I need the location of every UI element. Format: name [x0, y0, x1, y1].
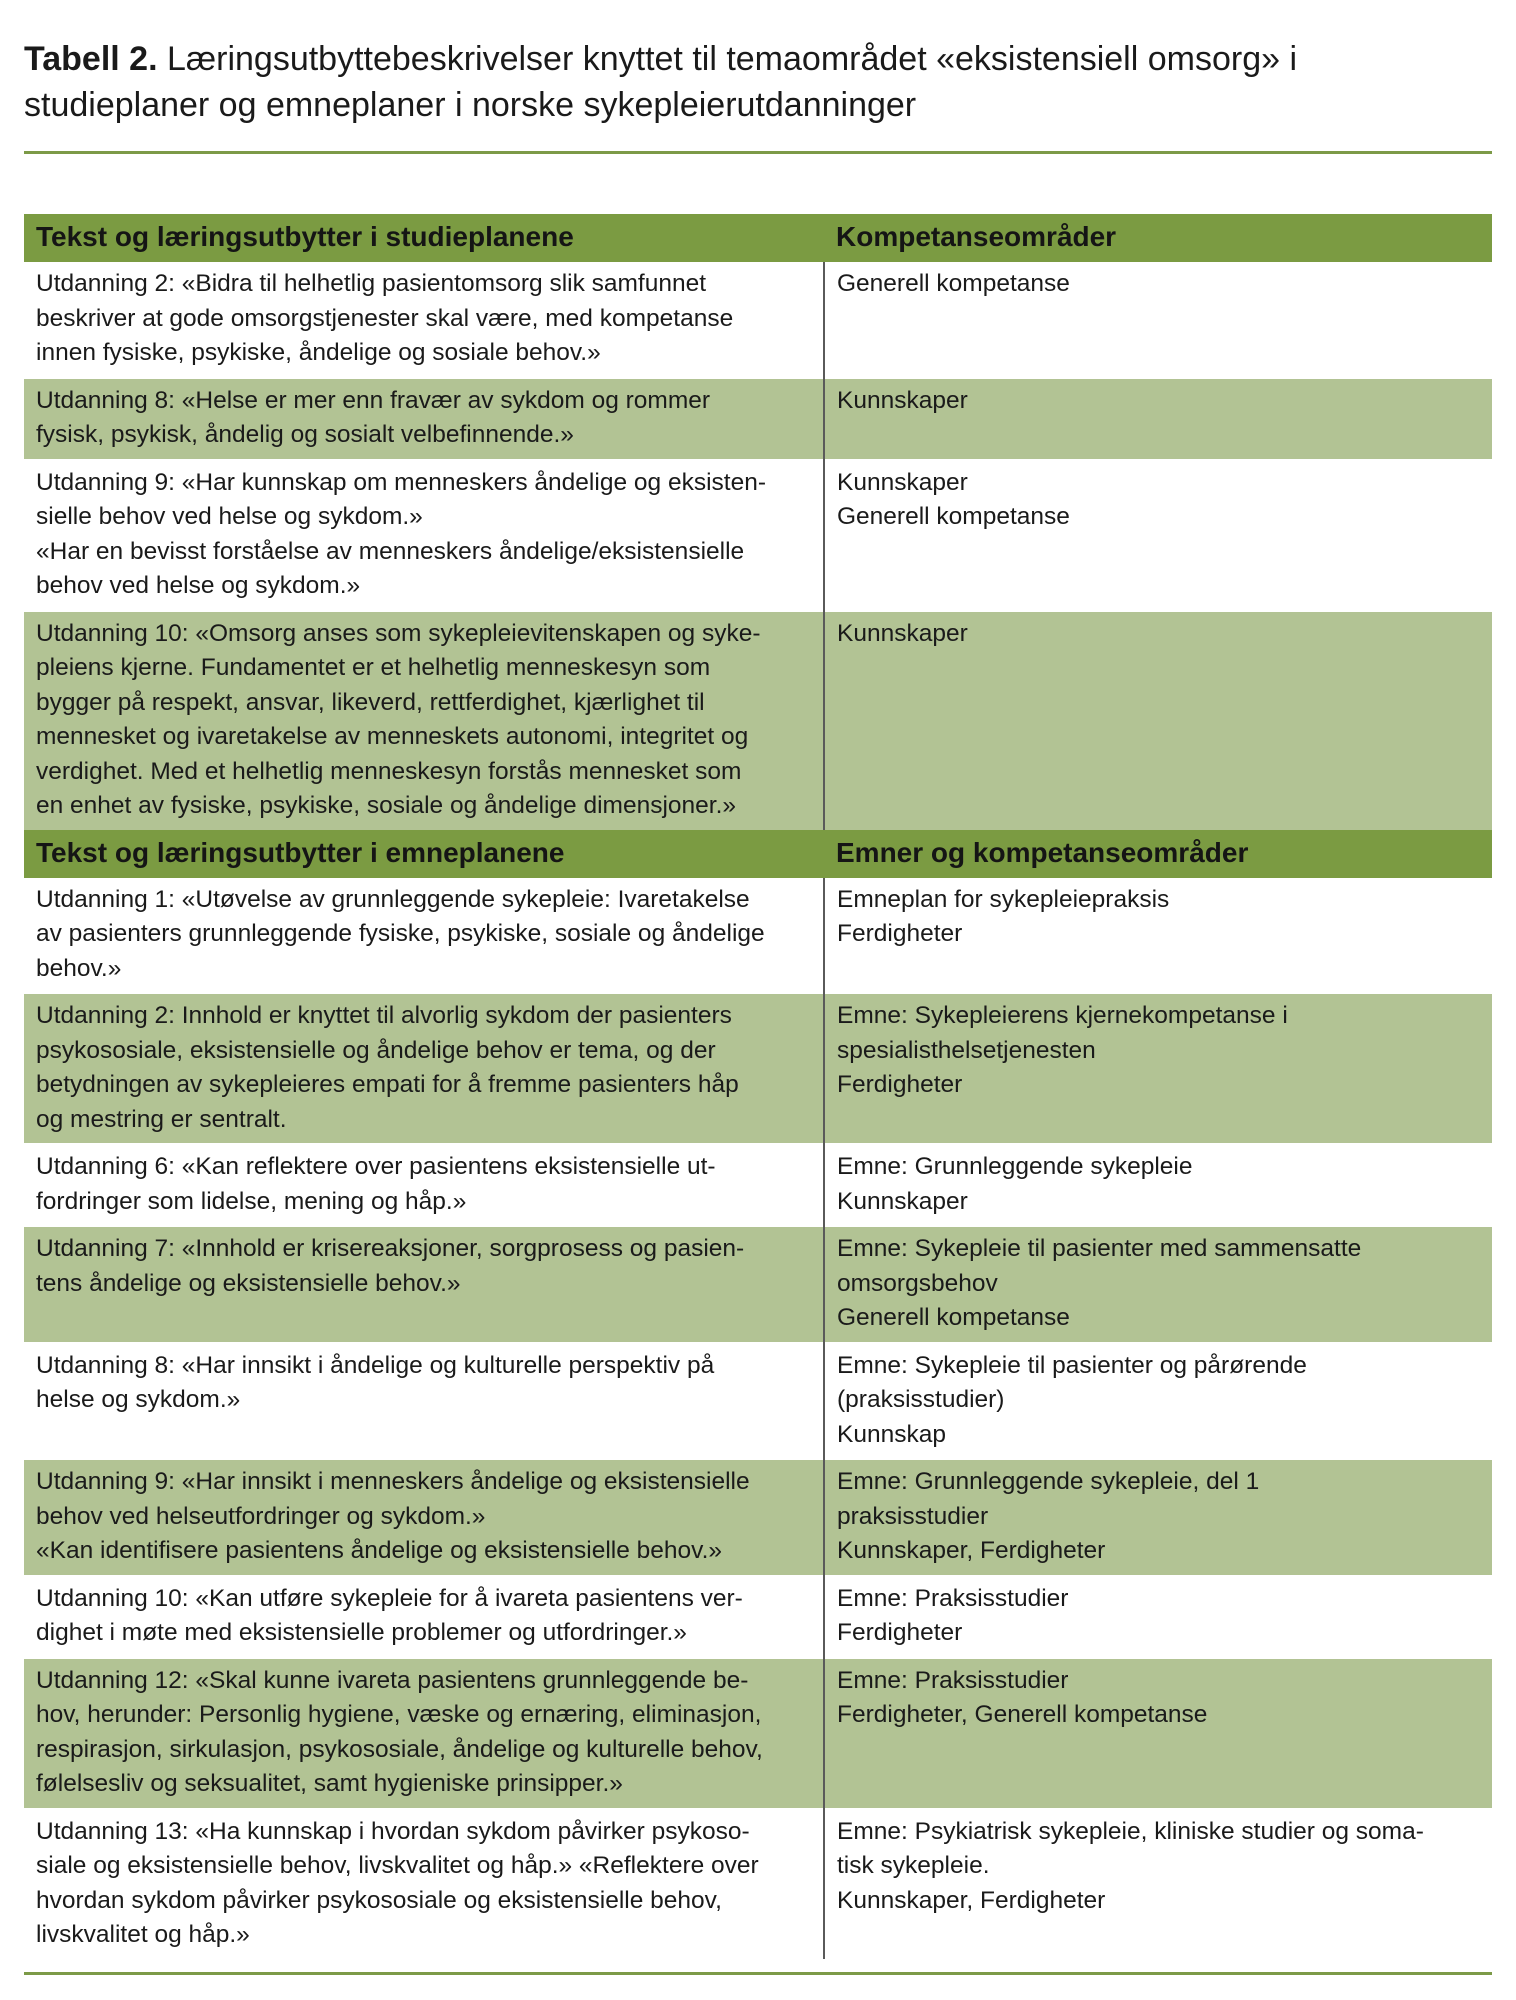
outcome-text-cell	[24, 460, 824, 611]
table-caption	[24, 36, 1484, 128]
outcome-text-line: bygger på respekt, ansvar, likeverd, rettferdighet, kjærlighet til	[36, 688, 705, 716]
outcome-text-cell	[24, 1809, 824, 1959]
outcome-text-line: Utdanning 2: Innhold er knyttet til alvorlig sykdom der pasienters	[36, 1002, 732, 1029]
top-rule	[24, 151, 1492, 154]
outcome-text-line: siale og eksistensielle behov, livskvalitet og håp.» «Reflektere over	[36, 1852, 759, 1879]
outcome-text-cell	[24, 1226, 824, 1343]
outcome-text-line: Utdanning 12: «Skal kunne ivareta pasientens grunnleggende be-	[36, 1666, 749, 1694]
outcome-text-line: Utdanning 7: «Innhold er krisereaksjoner, sorgprosess og pasien-	[36, 1235, 745, 1262]
outcome-text-cell	[24, 378, 824, 460]
outcome-text-line: Utdanning 10: «Omsorg anses som sykepleievitenskapen og syke-	[36, 619, 761, 647]
outcome-text-cell	[24, 878, 824, 994]
competence-area-line: Kunnskap	[837, 1420, 946, 1448]
caption-text: Læringsutbyttebeskrivelser knyttet til temaområdet «eksistensiell omsorg» i studieplaner og emneplaner i norske sykepleierutdanninger	[24, 40, 1298, 124]
outcome-text-line: livskvalitet og håp.»	[36, 1921, 250, 1948]
competence-area-line: Generell kompetanse	[837, 1304, 1070, 1331]
outcome-text-line: en enhet av fysiske, psykiske, sosiale og åndelige dimensjoner.»	[36, 792, 737, 819]
table-row	[24, 1658, 1492, 1809]
competence-area-line: spesialisthelsetjenesten	[837, 1036, 1096, 1064]
table-row	[24, 378, 1492, 460]
section-header-row	[24, 830, 1492, 878]
outcome-text-line: pleiens kjerne. Fundamentet er et helhetlig menneskesyn som	[36, 654, 711, 681]
competence-area-line: Emne: Grunnleggende sykepleie	[837, 1153, 1193, 1180]
column-header-text: Tekst og læringsutbytter i studieplanene	[24, 214, 824, 262]
outcome-text-cell	[24, 262, 824, 378]
outcome-text-line: av pasienters grunnleggende fysiske, psykiske, sosiale og åndelige	[36, 920, 765, 947]
table-row	[24, 993, 1492, 1144]
competence-area-line: tisk sykepleie.	[837, 1852, 990, 1879]
competence-area-line: Generell kompetanse	[837, 503, 1070, 530]
outcome-text-line: innen fysiske, psykiske, åndelige og sosiale behov.»	[36, 339, 601, 366]
competence-area-cell	[824, 878, 1492, 994]
competence-area-line: Ferdigheter, Generell kompetanse	[837, 1701, 1208, 1728]
outcome-text-line: dighet i møte med eksistensielle problemer og utfordringer.»	[36, 1619, 687, 1646]
outcome-text-line: beskriver at gode omsorgstjenester skal være, med kompetanse	[36, 304, 734, 332]
outcome-text-line: behov.»	[36, 954, 122, 982]
outcome-text-line: helse og sykdom.»	[36, 1386, 241, 1413]
competence-area-cell	[824, 1658, 1492, 1809]
outcome-text-line: «Kan identifisere pasientens åndelige og eksistensielle behov.»	[36, 1537, 723, 1564]
outcome-text-line: fysisk, psykisk, åndelig og sosialt velbefinnende.»	[36, 421, 574, 448]
table-row	[24, 878, 1492, 994]
outcome-text-cell	[24, 1144, 824, 1226]
competence-area-line: Kunnskaper, Ferdigheter	[837, 1886, 1106, 1914]
competence-area-cell	[824, 1459, 1492, 1576]
competence-area-cell	[824, 460, 1492, 611]
outcome-text-line: psykososiale, eksistensielle og åndelige behov er tema, og der	[36, 1036, 716, 1064]
outcome-text-cell	[24, 1459, 824, 1576]
competence-area-line: Kunnskaper, Ferdigheter	[837, 1537, 1106, 1564]
outcome-text-cell	[24, 611, 824, 830]
outcome-text-line: sielle behov ved helse og sykdom.»	[36, 503, 423, 530]
competence-area-line: Emne: Praksisstudier	[837, 1584, 1069, 1612]
competence-area-line: Ferdigheter	[837, 1071, 963, 1098]
outcome-text-line: Utdanning 10: «Kan utføre sykepleie for å ivareta pasientens ver-	[36, 1584, 743, 1612]
outcome-text-line: Utdanning 8: «Har innsikt i åndelige og kulturelle perspektiv på	[36, 1351, 715, 1379]
table-row	[24, 1144, 1492, 1226]
learning-outcomes-table	[24, 214, 1492, 1959]
column-header-area: Emner og kompetanseområder	[824, 830, 1492, 878]
column-header-text: Tekst og læringsutbytter i emneplanene	[24, 830, 824, 878]
competence-area-cell	[824, 378, 1492, 460]
table-row	[24, 1809, 1492, 1959]
outcome-text-line: hvordan sykdom påvirker psykososiale og eksistensielle behov,	[36, 1886, 722, 1914]
table-row	[24, 1576, 1492, 1658]
outcome-text-line: Utdanning 13: «Ha kunnskap i hvordan sykdom påvirker psykoso-	[36, 1817, 750, 1845]
outcome-text-line: og mestring er sentralt.	[36, 1105, 287, 1133]
competence-area-line: Kunnskaper	[837, 1187, 968, 1215]
outcome-text-line: Utdanning 8: «Helse er mer enn fravær av sykdom og rommer	[36, 386, 711, 414]
competence-area-cell	[824, 1144, 1492, 1226]
competence-area-line: Ferdigheter	[837, 1619, 963, 1646]
competence-area-line: omsorgsbehov	[837, 1269, 998, 1297]
competence-area-line: praksisstudier	[837, 1502, 989, 1530]
competence-area-line: Emne: Psykiatrisk sykepleie, kliniske studier og soma-	[837, 1817, 1424, 1845]
competence-area-cell	[824, 1809, 1492, 1959]
table-row	[24, 1226, 1492, 1343]
competence-area-line: Emne: Sykepleie til pasienter og pårørende	[837, 1351, 1307, 1379]
outcome-text-line: behov ved helseutfordringer og sykdom.»	[36, 1502, 486, 1530]
competence-area-cell	[824, 993, 1492, 1144]
outcome-text-line: Utdanning 9: «Har innsikt i menneskers åndelige og eksistensielle	[36, 1468, 750, 1495]
outcome-text-line: Utdanning 1: «Utøvelse av grunnleggende sykepleie: Ivaretakelse	[36, 885, 750, 913]
column-header-area: Kompetanseområder	[824, 214, 1492, 262]
outcome-text-line: følelsesliv og seksualitet, samt hygieniske prinsipper.»	[36, 1770, 623, 1797]
caption-label: Tabell 2.	[24, 40, 158, 78]
competence-area-line: Emne: Grunnleggende sykepleie, del 1	[837, 1468, 1260, 1495]
competence-area-line: Kunnskaper	[837, 619, 968, 647]
competence-area-line: Ferdigheter	[837, 920, 963, 947]
outcome-text-line: hov, herunder: Personlig hygiene, væske og ernæring, eliminasjon,	[36, 1701, 762, 1728]
competence-area-line: Emne: Sykepleierens kjernekompetanse i	[837, 1002, 1288, 1029]
competence-area-line: Kunnskaper	[837, 468, 968, 496]
competence-area-line: Emneplan for sykepleiepraksis	[837, 885, 1170, 913]
competence-area-cell	[824, 262, 1492, 378]
outcome-text-line: mennesket og ivaretakelse av menneskets autonomi, integritet og	[36, 723, 749, 750]
table-row	[24, 1343, 1492, 1460]
outcome-text-line: betydningen av sykepleieres empati for å fremme pasienters håp	[36, 1071, 739, 1098]
table-row	[24, 262, 1492, 378]
outcome-text-line: fordringer som lidelse, mening og håp.»	[36, 1187, 467, 1215]
outcome-text-line: Utdanning 2: «Bidra til helhetlig pasientomsorg slik samfunnet	[36, 270, 707, 297]
outcome-text-line: behov ved helse og sykdom.»	[36, 572, 361, 599]
outcome-text-line: Utdanning 6: «Kan reflektere over pasientens eksistensielle ut-	[36, 1153, 716, 1180]
outcome-text-cell	[24, 1343, 824, 1460]
table-row	[24, 611, 1492, 830]
section-header-row	[24, 214, 1492, 262]
competence-area-line: Kunnskaper	[837, 386, 968, 414]
outcome-text-line: tens åndelige og eksistensielle behov.»	[36, 1269, 461, 1297]
competence-area-line: Emne: Praksisstudier	[837, 1666, 1069, 1694]
competence-area-cell	[824, 611, 1492, 830]
outcome-text-line: Utdanning 9: «Har kunnskap om menneskers åndelige og eksisten-	[36, 468, 766, 496]
outcome-text-cell	[24, 1576, 824, 1658]
outcome-text-line: verdighet. Med et helhetlig menneskesyn forstås mennesket som	[36, 757, 742, 785]
competence-area-cell	[824, 1226, 1492, 1343]
table-row	[24, 1459, 1492, 1576]
table-row	[24, 460, 1492, 611]
bottom-rule	[24, 1972, 1492, 1975]
outcome-text-line: respirasjon, sirkulasjon, psykososiale, åndelige og kulturelle behov,	[36, 1735, 763, 1763]
competence-area-cell	[824, 1343, 1492, 1460]
competence-area-line: (praksisstudier)	[837, 1386, 1005, 1413]
competence-area-line: Generell kompetanse	[837, 270, 1070, 297]
table-body	[24, 214, 1492, 1959]
competence-area-line: Emne: Sykepleie til pasienter med sammensatte	[837, 1235, 1362, 1262]
outcome-text-cell	[24, 1658, 824, 1809]
competence-area-cell	[824, 1576, 1492, 1658]
outcome-text-line: «Har en bevisst forståelse av menneskers åndelige/eksistensielle	[36, 537, 745, 565]
outcome-text-cell	[24, 993, 824, 1144]
